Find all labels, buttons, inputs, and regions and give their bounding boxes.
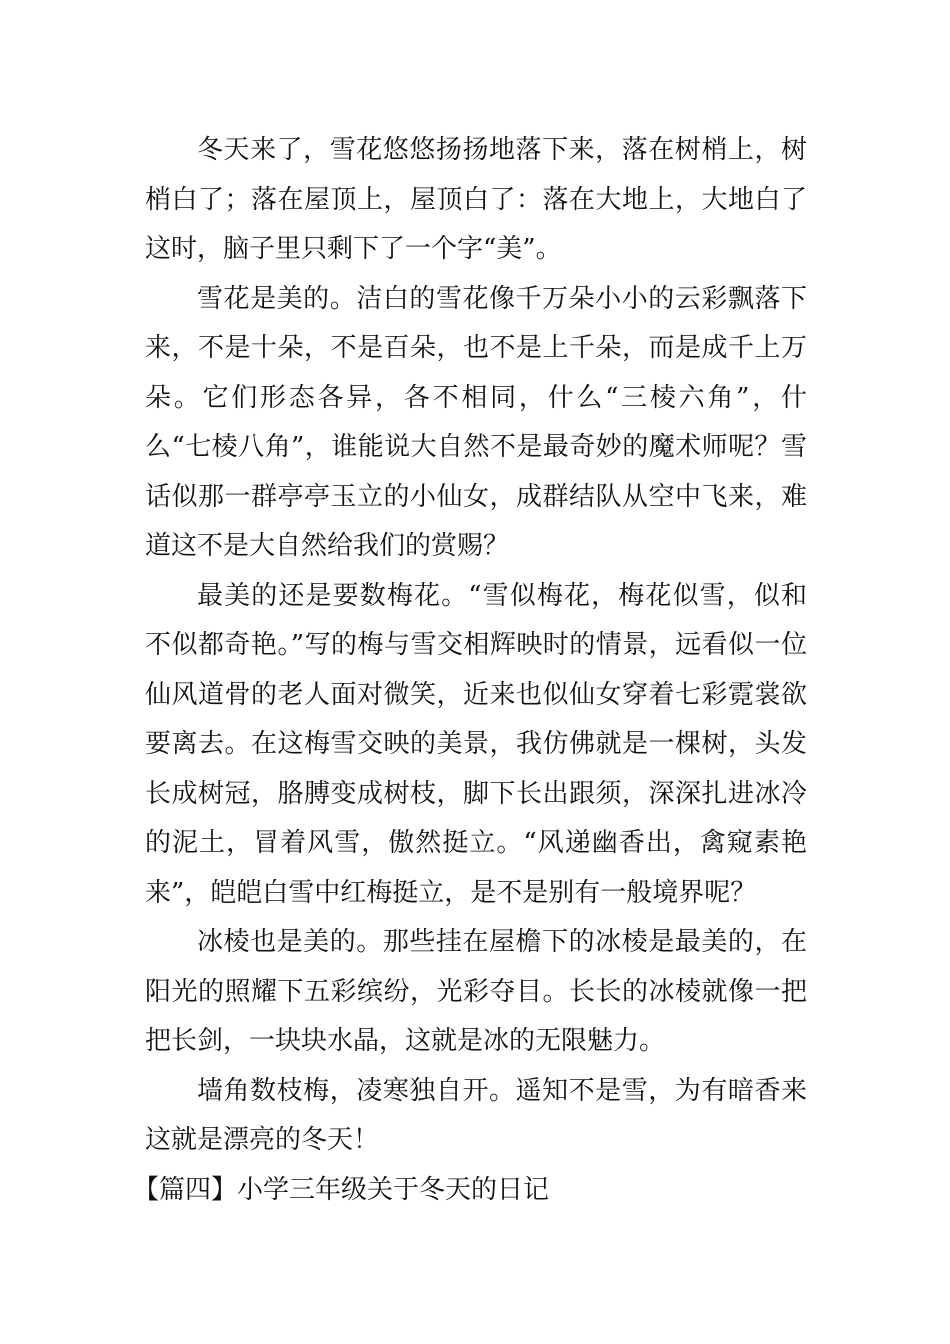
paragraph-closing: 墙角数枝梅，凌寒独自开。遥知不是雪，为有暗香来这就是漂亮的冬天！ bbox=[145, 1075, 807, 1155]
document-body bbox=[133, 126, 807, 1215]
paragraph-icicles: 冰棱也是美的。那些挂在屋檐下的冰棱是最美的，在阳光的照耀下五彩缤纷，光彩夺目。长长的冰棱就像一把把长剑，一块块水晶，这就是冰的无限魅力。 bbox=[145, 927, 807, 1056]
paragraph-snowflakes: 雪花是美的。洁白的雪花像千万朵小小的云彩飘落下来，不是十朵，不是百朵，也不是上千朵，而是成千上万朵。它们形态各异，各不相同，什么“三棱六角”，什么“七棱八角”，谁能说大自然不是最奇妙的魔术师呢？雪话似那一群亭亭玉立的小仙女，成群结队从空中飞来，难道这不是大自然给我们的赏赐？ bbox=[145, 283, 807, 561]
paragraph-plum-blossom: 最美的还是要数梅花。“雪似梅花，梅花似雪，似和不似都奇艳。”写的梅与雪交相辉映时的情景，远看似一位仙风道骨的老人面对微笑，近来也似仙女穿着七彩霓裳欲要离去。在这梅雪交映的美景，我仿佛就是一棵树，头发长成树冠，胳膊变成树枝，脚下长出跟须，深深扎进冰冷的泥土，冒着风雪，傲然挺立。“风递幽香出，禽窥素艳来”，皑皑白雪中红梅挺立，是不是别有一般境界呢？ bbox=[145, 580, 807, 908]
paragraph-winter-intro: 冬天来了，雪花悠悠扬扬地落下来，落在树梢上，树梢白了；落在屋顶上，屋顶白了：落在大地上，大地白了这时，脑子里只剩下了一个字“美”。 bbox=[145, 135, 807, 264]
section-heading: 【篇四】小学三年级关于冬天的日记 bbox=[133, 1174, 550, 1205]
